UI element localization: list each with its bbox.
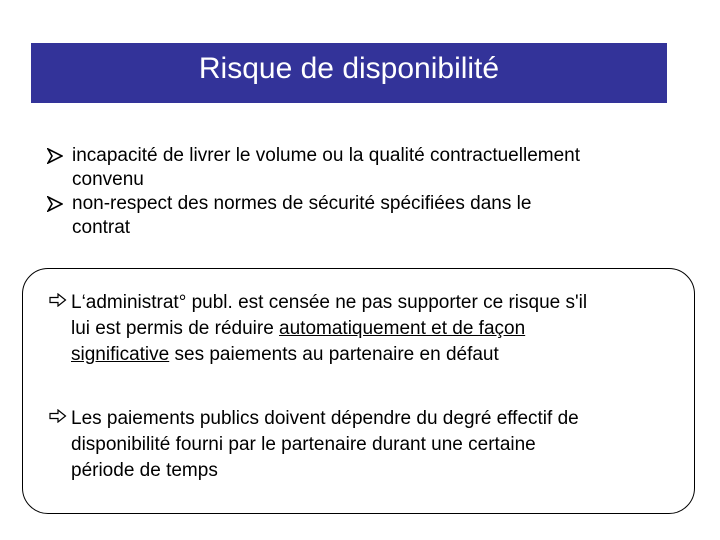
bullet-line: incapacité de livrer le volume ou la qualité contractuellement — [72, 145, 580, 166]
hollow-right-arrow-icon — [49, 293, 67, 307]
bullet-line: contrat — [72, 217, 131, 238]
para-text: lui est permis de réduire — [71, 318, 280, 339]
para-line — [49, 406, 689, 432]
para-line: disponibilité fourni par le partenaire durant une certaine — [71, 434, 536, 455]
title-banner — [31, 43, 667, 103]
filled-arrowhead-icon — [47, 148, 63, 164]
para-text: Les paiements publics doivent dépendre du degré effectif de — [71, 408, 579, 429]
para-line — [49, 342, 689, 368]
para-text: L‘administrat° publ. est censée ne pas supporter ce risque s'il — [71, 292, 588, 313]
bullet-item — [47, 144, 687, 192]
underlined-text: automatiquement et de façon — [279, 318, 526, 339]
callout-paragraph-2 — [49, 406, 689, 484]
hollow-right-arrow-icon — [49, 409, 67, 423]
para-line — [49, 290, 689, 316]
bullet-list — [47, 144, 687, 240]
para-text: ses paiements au partenaire en défaut — [169, 344, 499, 365]
underlined-text: significative — [71, 344, 170, 365]
bullet-item — [47, 192, 687, 240]
callout-paragraph-1 — [49, 290, 689, 368]
filled-arrowhead-icon — [47, 196, 63, 212]
para-line: période de temps — [71, 460, 218, 481]
slide-title: Risque de disponibilité — [198, 52, 500, 85]
para-line — [49, 316, 689, 342]
bullet-line: convenu — [72, 169, 144, 190]
bullet-line: non-respect des normes de sécurité spécifiées dans le — [72, 193, 532, 214]
